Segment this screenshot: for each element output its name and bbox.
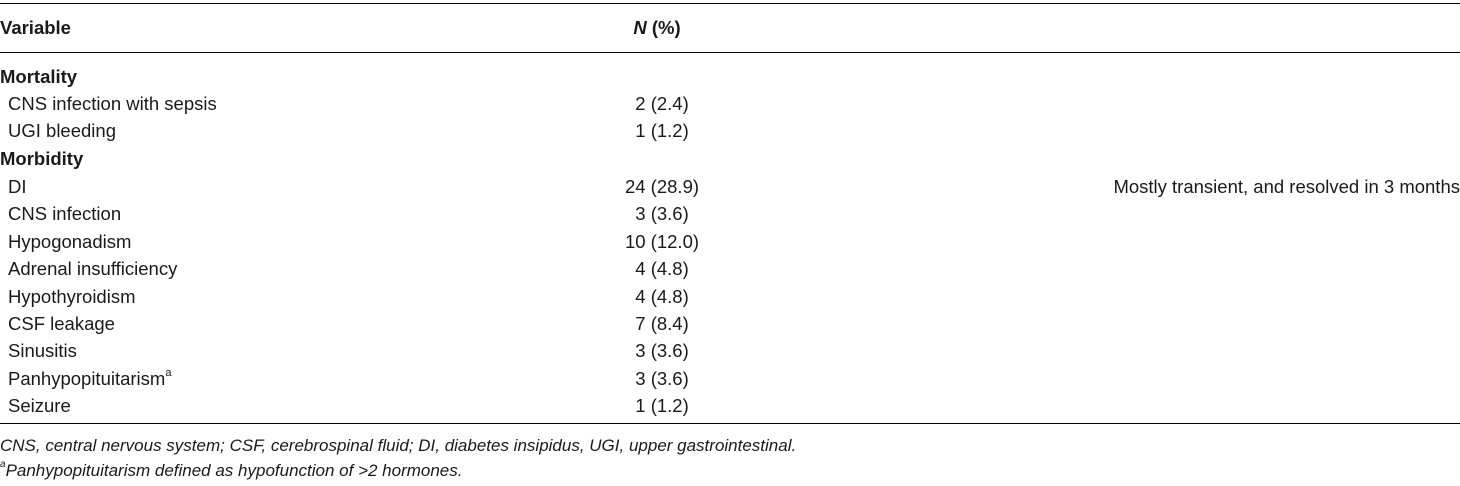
row-label: Hypothyroidism: [8, 286, 136, 307]
row-value: 24 (28.9): [624, 176, 700, 197]
footnote-text: Panhypopituitarism defined as hypofunction of >2 hormones.: [5, 461, 463, 480]
row-label: DI: [8, 176, 27, 197]
table-row: [0, 117, 1460, 144]
section-title: Mortality: [0, 66, 78, 87]
abbreviations-footnote: CNS, central nervous system; CSF, cerebrospinal fluid; DI, diabetes insipidus, UGI, upper gastrointestinal.: [0, 436, 797, 455]
row-value: 1 (1.2): [635, 120, 689, 141]
n-header-rest: (%): [646, 17, 681, 38]
table-top-rule: [0, 3, 1460, 4]
row-label: CNS infection: [8, 203, 122, 224]
panhypopituitarism-footnote: [0, 461, 463, 481]
table-row: [0, 283, 1460, 310]
section-title: Morbidity: [0, 148, 84, 169]
row-value: 3 (3.6): [635, 203, 689, 224]
table-row: [0, 173, 1460, 200]
row-value: 10 (12.0): [624, 231, 700, 252]
row-value: 3 (3.6): [635, 368, 689, 389]
footnote-marker: a: [165, 366, 172, 379]
row-value: 1 (1.2): [635, 395, 689, 416]
row-label: Sinusitis: [8, 340, 77, 361]
row-value: 4 (4.8): [635, 258, 689, 279]
table-row: [0, 90, 1460, 117]
table-row: [0, 228, 1460, 255]
row-label: Hypogonadism: [8, 231, 132, 252]
row-label-with-footnote: [8, 365, 171, 392]
row-note: Mostly transient, and resolved in 3 months: [1113, 176, 1460, 197]
row-label: CSF leakage: [8, 313, 115, 334]
table-header-rule: [0, 52, 1460, 53]
table-row: [0, 337, 1460, 364]
row-label: Seizure: [8, 395, 71, 416]
row-label: Adrenal insufficiency: [8, 258, 178, 279]
footnote-marker: a: [0, 459, 6, 471]
row-label: Panhypopituitarism: [8, 368, 166, 389]
row-label: CNS infection with sepsis: [8, 93, 217, 114]
table-row: [0, 365, 1460, 392]
row-label: UGI bleeding: [8, 120, 116, 141]
table-row: [0, 310, 1460, 337]
section-heading-mortality: [0, 63, 1460, 90]
variable-column-header: Variable: [0, 17, 71, 38]
row-value: 2 (2.4): [635, 93, 689, 114]
table-row: [0, 255, 1460, 282]
n-percent-column-header: [587, 14, 727, 41]
n-header-italic: N: [633, 17, 647, 38]
table-bottom-rule: [0, 423, 1460, 424]
table-row: [0, 200, 1460, 227]
row-value: 3 (3.6): [635, 340, 689, 361]
section-heading-morbidity: [0, 145, 1460, 172]
table-row: [0, 392, 1460, 419]
table-header: [0, 14, 1460, 41]
row-value: 7 (8.4): [635, 313, 689, 334]
row-value: 4 (4.8): [635, 286, 689, 307]
